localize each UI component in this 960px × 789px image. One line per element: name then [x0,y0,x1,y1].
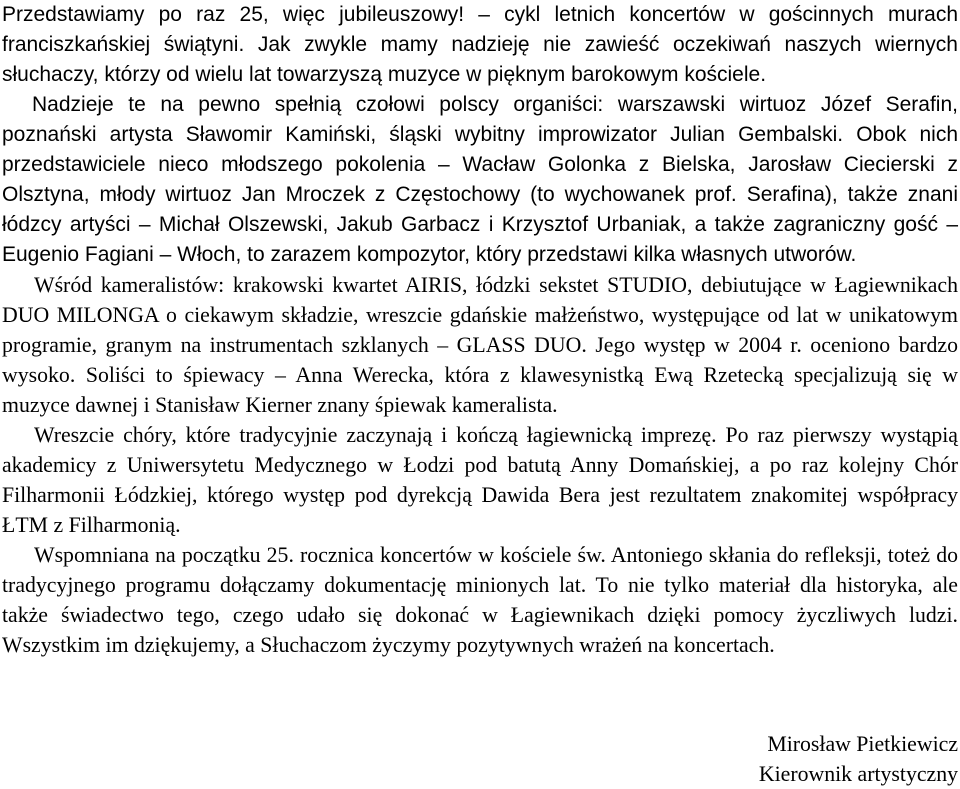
paragraph-anniversary: Wspomniana na początku 25. rocznica koncertów w kościele św. Antoniego skłania do refleksji, toteż do tradycyjnego programu dołączamy dokumentację minionych lat. To nie tylko materiał dla historyka, ale także świadectwo tego, czego udało się dokonać w Łagiewnikach dzięki pomocy życzliwych ludzi. Wszystkim im dziękujemy, a Słuchaczom życzymy pozytywnych wrażeń na koncertach. [2,543,958,657]
signature-role: Kierownik artystyczny [758,762,958,786]
signature-name: Mirosław Pietkiewicz [767,732,958,756]
paragraph-choirs: Wreszcie chóry, które tradycyjnie zaczynają i kończą łagiewnicką imprezę. Po raz pierwszy wystąpią akademicy z Uniwersytetu Medycznego w Łodzi pod batutą Anny Domańskiej, a po raz kolejny Chór Filharmonii Łódzkiej, którego występ pod dyrekcją Dawida Bera jest rezultatem znakomitej współpracy ŁTM z Filharmonią. [2,423,958,537]
document-body [2,0,958,660]
paragraph-intro: Przedstawiamy po raz 25, więc jubileuszowy! – cykl letnich koncertów w gościnnych murach franciszkańskiej świątyni. Jak zwykle mamy nadzieję nie zawieść oczekiwań naszych wiernych słuchaczy, którzy od wielu lat towarzyszą muzyce w pięknym barokowym kościele. [2,3,958,86]
paragraph-organists: Nadzieje te na pewno spełnią czołowi polscy organiści: warszawski wirtuoz Józef Serafin, poznański artysta Sławomir Kamiński, śląski wybitny improwizator Julian Gembalski. Obok nich przedstawiciele nieco młodszego pokolenia – Wacław Golonka z Bielska, Jarosław Ciecierski z Olsztyna, młody wirtuoz Jan Mroczek z Częstochowy (to wychowanek prof. Serafina), także znani łódzcy artyści – Michał Olszewski, Jakub Garbacz i Krzysztof Urbaniak, a także zagraniczny gość – Eugenio Fagiani – Włoch, to zarazem kompozytor, który przedstawi kilka własnych utworów. [2,93,958,266]
paragraph-chamber-musicians: Wśród kameralistów: krakowski kwartet AIRIS, łódzki sekstet STUDIO, debiutujące w Łagiewnikach DUO MILONGA o ciekawym składzie, wreszcie gdańskie małżeństwo, występujące od lat w unikatowym programie, granym na instrumentach szklanych – GLASS DUO. Jego występ w 2004 r. oceniono bardzo wysoko. Soliści to śpiewacy – Anna Werecka, która z klawesynistką Ewą Rzetecką specjalizują się w muzyce dawnej i Stanisław Kierner znany śpiewak kameralista. [2,273,958,417]
